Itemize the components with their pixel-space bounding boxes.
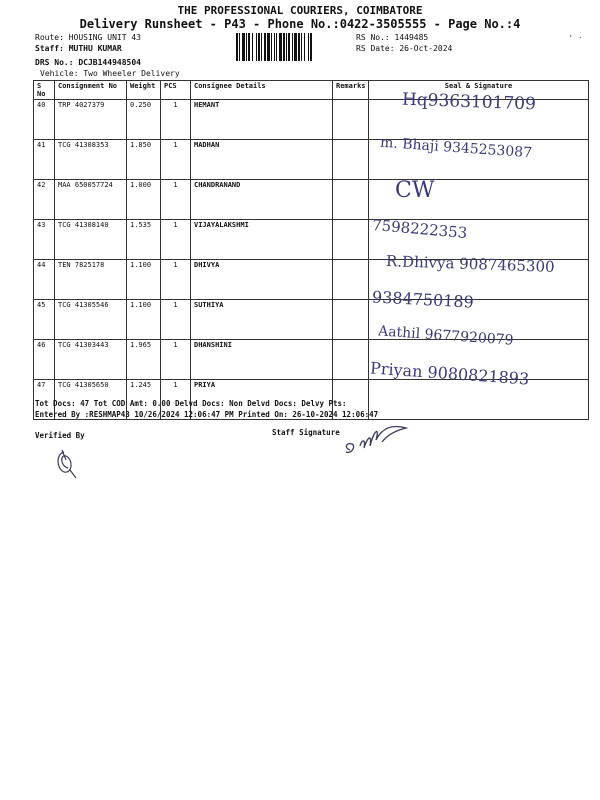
remarks-cell <box>333 100 369 140</box>
col-header-pcs: PCS <box>161 81 191 100</box>
sno-cell: 45 <box>34 300 55 340</box>
remarks-cell <box>333 260 369 300</box>
pcs-cell: 1 <box>161 340 191 380</box>
consignment-cell: TRP 4027379 <box>55 100 127 140</box>
verified-by-label: Verified By <box>35 431 85 440</box>
sno-cell: 41 <box>34 140 55 180</box>
remarks-cell <box>333 300 369 340</box>
weight-cell: 1.965 <box>127 340 161 380</box>
handwritten-signature: CW <box>395 178 435 203</box>
handwritten-signature: Aathil 9677920079 <box>377 323 514 349</box>
remarks-cell <box>333 220 369 260</box>
handwritten-signature: Priyan 9080821893 <box>369 358 530 389</box>
signature-cell <box>369 380 589 420</box>
sno-cell: 46 <box>34 340 55 380</box>
table-row <box>34 220 589 260</box>
mark-tick: ˙ <box>578 37 584 47</box>
entered-by-line: Entered By :RESHMAP43 10/26/2024 12:06:47 PM Printed On: 26-10-2024 12:06:47 <box>35 410 379 419</box>
weight-cell: 1.245 <box>127 380 161 420</box>
pcs-cell: 1 <box>161 220 191 260</box>
weight-cell: 1.850 <box>127 140 161 180</box>
weight-cell: 1.100 <box>127 300 161 340</box>
col-header-remarks: Remarks <box>333 81 369 100</box>
consignee-cell: DHANSHINI <box>191 340 333 380</box>
sno-cell: 40 <box>34 100 55 140</box>
company-name: THE PROFESSIONAL COURIERS, COIMBATORE <box>177 4 423 17</box>
remarks-cell <box>333 340 369 380</box>
staff-signature-scribble <box>342 420 417 462</box>
col-header-consignment: Consignment No <box>55 81 127 100</box>
staff-label: Staff: MUTHU KUMAR <box>35 44 122 53</box>
vehicle-label: Vehicle: Two Wheeler Delivery <box>40 69 180 78</box>
remarks-cell <box>333 140 369 180</box>
handwritten-signature: m. Bhaji 9345253087 <box>379 134 533 162</box>
consignee-cell: SUTHIYA <box>191 300 333 340</box>
rs-number: RS No.: 1449485 <box>356 33 429 42</box>
consignee-cell: CHANDRANAND <box>191 180 333 220</box>
col-header-weight: Weight <box>127 81 161 100</box>
consignment-cell: TCG 41305546 <box>55 300 127 340</box>
pcs-cell: 1 <box>161 380 191 420</box>
consignment-cell: TEN 7825178 <box>55 260 127 300</box>
weight-cell: 0.250 <box>127 100 161 140</box>
consignee-cell: MADHAN <box>191 140 333 180</box>
weight-cell: 1.000 <box>127 180 161 220</box>
weight-cell: 1.100 <box>127 260 161 300</box>
pcs-cell: 1 <box>161 140 191 180</box>
consignee-cell: DHIVYA <box>191 260 333 300</box>
weight-cell: 1.535 <box>127 220 161 260</box>
pcs-cell: 1 <box>161 180 191 220</box>
consignee-cell: HEMANT <box>191 100 333 140</box>
remarks-cell <box>333 180 369 220</box>
handwritten-signature: 9384750189 <box>371 287 475 312</box>
handwritten-signature: Hq9363101709 <box>401 89 537 115</box>
rs-date: RS Date: 26-Oct-2024 <box>356 44 453 53</box>
pcs-cell: 1 <box>161 260 191 300</box>
consignee-cell: PRIYA <box>191 380 333 420</box>
consignment-cell: TCG 41305650 <box>55 380 127 420</box>
col-header-consignee: Consignee Details <box>191 81 333 100</box>
pcs-cell: 1 <box>161 100 191 140</box>
consignment-cell: TCG 41308353 <box>55 140 127 180</box>
sno-cell: 47 <box>34 380 55 420</box>
handwritten-signature: R.Dhivya 9087465300 <box>385 252 555 276</box>
consignment-cell: TCG 41308140 <box>55 220 127 260</box>
consignment-cell: MAA 650057724 <box>55 180 127 220</box>
handwritten-signature: 7598222353 <box>371 215 469 243</box>
staff-signature-label: Staff Signature <box>272 428 340 437</box>
drs-number: DRS No.: DCJB144948504 <box>35 58 141 67</box>
runsheet-title: Delivery Runsheet - P43 - Phone No.:0422-3505555 - Page No.:4 <box>79 17 521 31</box>
sno-cell: 43 <box>34 220 55 260</box>
sno-cell: 44 <box>34 260 55 300</box>
consignment-cell: TCG 41303443 <box>55 340 127 380</box>
barcode-image <box>236 33 350 61</box>
totals-line: Tot Docs: 47 Tot COD Amt: 0.00 Delvd Docs: Non Delvd Docs: Delvy Pts: <box>35 399 347 408</box>
col-header-signature: Seal & Signature <box>369 81 589 100</box>
verified-signature-scribble <box>52 446 82 480</box>
sno-cell: 42 <box>34 180 55 220</box>
col-header-sno: S No <box>34 81 55 100</box>
mark-dot: · <box>568 32 574 42</box>
consignee-cell: VIJAYALAKSHMI <box>191 220 333 260</box>
route-label: Route: HOUSING UNIT 43 <box>35 33 141 42</box>
pcs-cell: 1 <box>161 300 191 340</box>
table-row <box>34 180 589 220</box>
